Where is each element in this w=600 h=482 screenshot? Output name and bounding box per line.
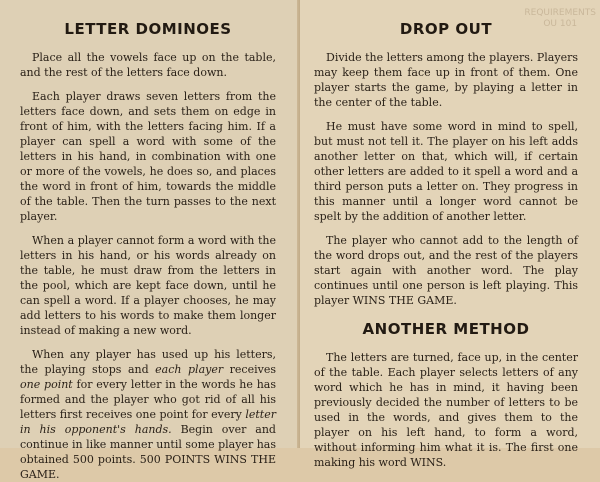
bleed-through-text (524, 8, 596, 30)
para4-text-a: When any player has used up his letters, the playing stops and (20, 348, 276, 376)
dropout-para-1: Divide the letters among the players. Players may keep them face up in front of them. One player starts the game, by playing a letter in the center of the table. (314, 51, 578, 109)
dominoes-para-1: Place all the vowels face up on the table, and the rest of the letters face down. (20, 51, 276, 79)
dominoes-para-2: Each player draws seven letters from the letters face down, and sets them on edge in front of him, with the letters facing him. If a player can spell a word with some of the letters in his hand, in combination with one or more of the vowels, he does so, and places the word in front of him, towards the middle of the table. Then the turn passes to the next player. (20, 90, 276, 223)
bleed-through-line-1: REQUIREMENTS (524, 8, 596, 18)
para4-em-opponent-hands: letter in his opponent's hands. (20, 408, 276, 436)
para4-text-g: Begin over and continue in like manner until some player has obtained 500 points. 500 POINTS WINS THE GAME. (20, 423, 276, 481)
bleed-through-line-2: OU 101 (543, 19, 578, 29)
another-method-para: The letters are turned, face up, in the center of the table. Each player selects letters of any word which he has in mind, it having been previously decided the number of letters to be used in the words, and gives them to the player on his left hand, to form a word, without informing him what it is. The first one making his word WINS. (314, 351, 578, 469)
para4-em-one-point: one point (20, 378, 73, 391)
dropout-para-2: He must have some word in mind to spell, but must not tell it. The player on his left adds another letter on that, which will, if certain other letters are added to it spell a word and a third person puts a letter on. They progress in this manner until a longer word cannot be spelt by the addition of another letter. (314, 120, 578, 223)
dropout-para-3: The player who cannot add to the length of the word drops out, and the rest of the players start again with another word. The play continues until one person is left playing. This player WINS THE GAME. (314, 234, 578, 307)
para4-em-each-player: each player (155, 363, 224, 376)
another-method-title: ANOTHER METHOD (362, 320, 530, 338)
left-page (0, 0, 300, 481)
para4-text-c: receives (223, 363, 276, 376)
dominoes-para-4 (20, 347, 276, 482)
right-page (300, 0, 600, 469)
drop-out-title: DROP OUT (399, 20, 493, 38)
para4-text-e: for every letter in the words he has formed and the player who got rid of all his letters first receives one point for every (20, 378, 276, 421)
letter-dominoes-title: LETTER DOMINOES (64, 20, 232, 38)
dominoes-para-3: When a player cannot form a word with the letters in his hand, or his words already on the table, he must draw from the letters in the pool, which are kept face down, until he can spell a word. If a player chooses, he may add letters to his words to make them longer instead of making a new word. (20, 234, 276, 337)
